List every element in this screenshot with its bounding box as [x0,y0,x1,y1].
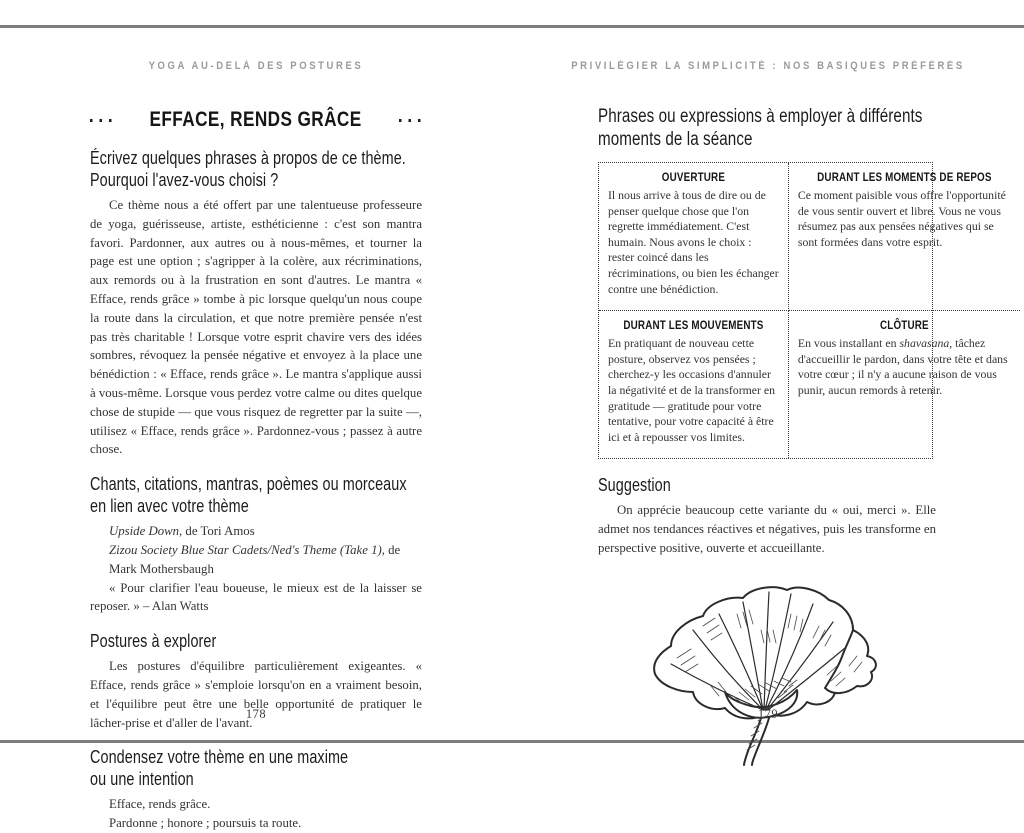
dot-leader-right [399,119,422,122]
table-cell-repos [789,163,1020,311]
song-artist: , de Tori Amos [179,524,255,539]
suggestion-paragraph: On apprécie beaucoup cette variante du « oui, merci ». Elle admet nos tendances réactives et négatives, puis les transforme en perspective positive, ouverte et accueillante. [598,503,936,555]
right-page-column [598,55,1008,771]
shavasana-term: shavasana [899,336,950,351]
song-artist: , de Mark Mothersbaugh [109,542,401,576]
songs-heading: Chants, citations, mantras, poèmes ou morceaux en lien avec votre thème [90,474,407,517]
running-head-right: PRIVILÉGIER LA SIMPLICITÉ : NOS BASIQUES PRÉFÉRÉS [571,60,965,73]
poppy-flower-drawing [641,574,893,766]
table-cell-cloture [789,311,1020,458]
intro-heading: Écrivez quelques phrases à propos de ce thème. Pourquoi l'avez-vous choisi ? [90,148,406,190]
table-cell-ouverture [599,163,789,311]
running-head-left: YOGA AU-DELÀ DES POSTURES [148,60,364,73]
postures-paragraph: Les postures d'équilibre particulièrement exigeantes. « Efface, rends grâce » s'emploie lorsqu'on en a vraiment besoin, et l'équilibre peut être une belle opportunité de pratiquer le lâcher-prise et d'aller de l'avant. [90,659,422,730]
table-cell-body: En pratiquant de nouveau cette posture, observez vos pensées ; cherchez-y les occasions d'annuler la négativité et de la transformer en gratitude — gratitude pour votre tentative, pour votre capacité à être ici et à repousser vos limites. [608,336,776,444]
table-cell-header: DURANT LES MOUVEMENTS [623,318,764,333]
table-cell-header: CLÔTURE [879,318,929,333]
table-cell-mouvements [599,311,789,458]
page-number-right: 179 [757,707,779,721]
table-cell-header: DURANT LES MOMENTS DE REPOS [817,170,992,184]
poppy-flower-illustration [598,574,936,771]
postures-heading: Postures à explorer [90,631,217,652]
maxime-line: Efface, rends grâce. [109,797,211,812]
song-title: Zizou Society Blue Star Cadets/Ned's Theme (Take 1) [109,542,382,557]
table-cell-header: OUVERTURE [661,170,726,184]
intro-paragraph: Ce thème nous a été offert par une talentueuse professeure de yoga, guérisseuse, artiste, esthéticienne : c'est son mantra favori. Pardonner, aux autres ou à nous-mêmes, et tourner la page est une option ; s'agripper à la colère, aux récriminations, aux remords ou à la frustration en sont d'autres. Le mantra « Efface, rends grâce » tombe à pic lorsque quelqu'un nous coupe la route dans la circulation, et que notre première pensée n'est pas très charitable ! Lorsque votre esprit chavire vers des idées sombres, révoquez la pensée négative et envoyez à la place une bénédiction : « Efface, rends grâce ». Le mantra s'applique aussi à vous-même. Lorsque vous perdez votre calme ou dites quelque chose de stupide — que vous risquez de regretter par la suite —, utilisez « Efface, rends grâce ». Pardonnez-vous ; passez à autre chose. [90,198,422,457]
phrases-title: Phrases ou expressions à employer à différents moments de la séance [598,106,923,150]
quote-paragraph: « Pour clarifier l'eau boueuse, le mieux est de la laisser se reposer. » – Alan Watts [90,580,422,614]
table-cell-body: Ce moment paisible vous offre l'opportunité de vous sentir ouvert et libre. Vous ne vous résumez pas aux pensées négatives qui se sont formées dans votre esprit. [797,188,1006,249]
page-number-left: 178 [245,707,267,721]
chapter-title-row [90,105,422,133]
song-item [90,541,422,579]
table-cell-body: Il nous arrive à tous de dire ou de penser quelque chose que l'on regrette immédiatement. C'est humain. Nous avons le choix : rester coincé dans les récriminations, ou bien les échanger contre une bénédiction. [608,188,779,296]
phrases-table [598,162,1008,459]
maxime-heading: Condensez votre thème en une maxime ou une intention [90,747,349,790]
song-item [90,522,422,541]
maxime-line: Pardonne ; honore ; poursuis ta route. [109,816,302,831]
song-title: Upside Down [109,524,180,539]
chapter-title: EFFACE, RENDS GRÂCE [149,106,363,131]
suggestion-heading: Suggestion [598,475,671,496]
page-top-edge-rule [0,25,1024,28]
table-cell-body: En vous installant en shavasana, tâchez d'accueillir le pardon, dans votre tête et dans votre cœur ; il n'y a aucune raison de vous punir, aucun remords à retenir. [797,336,1008,397]
dot-leader-left [90,119,113,122]
